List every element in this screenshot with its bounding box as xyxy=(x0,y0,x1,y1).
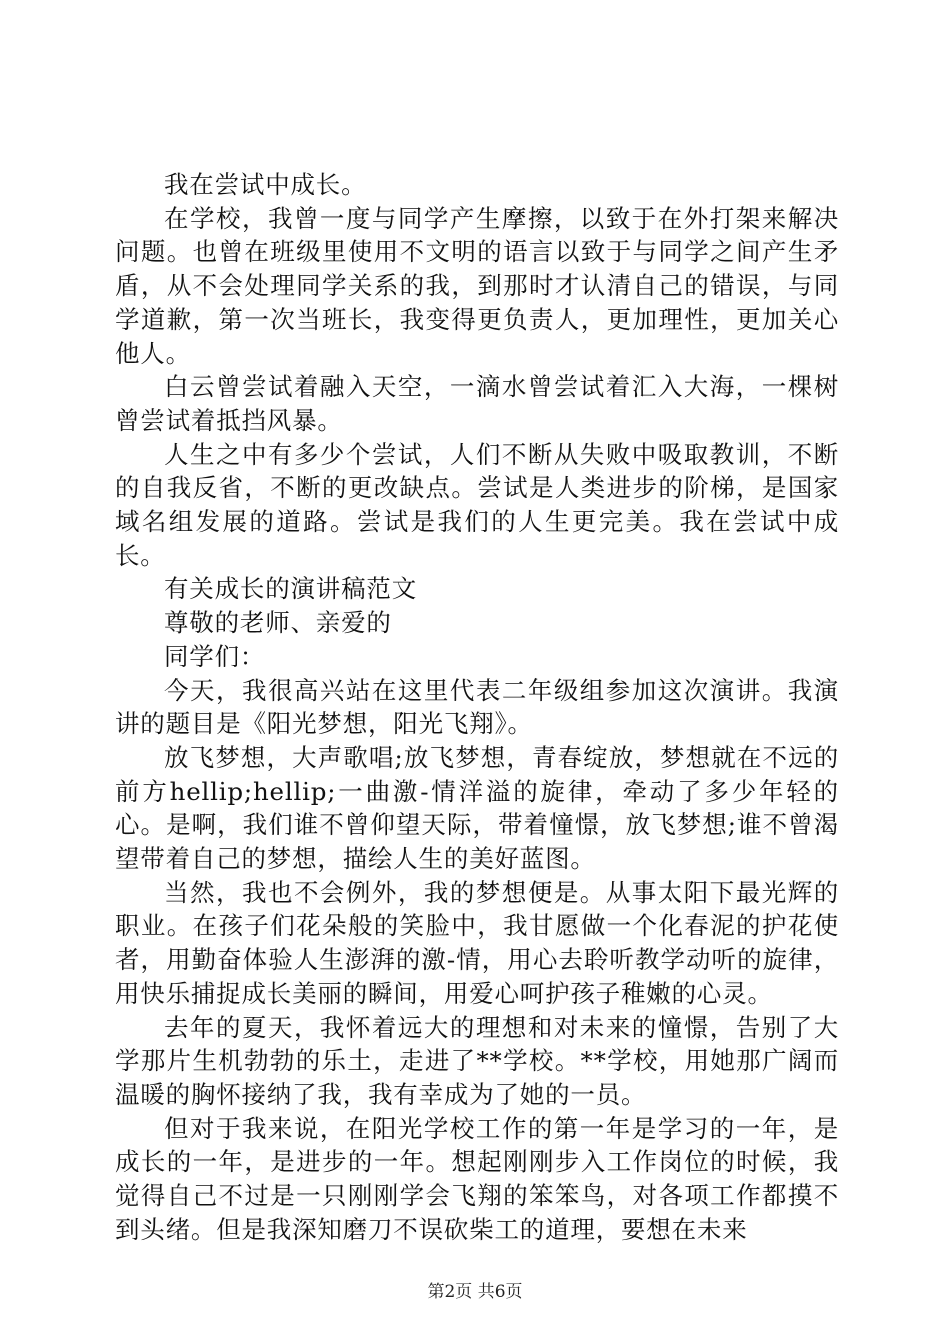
paragraph: 当然，我也不会例外，我的梦想便是。从事太阳下最光辉的职业。在孩子们花朵般的笑脸中，我甘愿做一个化春泥的护花使者，用勤奋体验人生澎湃的激-情，用心去聆听教学动听的旋律，用快乐捕捉成长美丽的瞬间，用爱心呵护孩子稚嫩的心灵。 xyxy=(115,877,839,1008)
paragraph: 白云曾尝试着融入天空，一滴水曾尝试着汇入大海，一棵树曾尝试着抵挡风暴。 xyxy=(115,372,839,435)
paragraph: 今天，我很高兴站在这里代表二年级组参加这次演讲。我演讲的题目是《阳光梦想，阳光飞翔》。 xyxy=(115,675,839,739)
page-number-footer: 第2页 共6页 xyxy=(427,1282,523,1302)
salutation-line: 同学们： xyxy=(164,641,266,671)
paragraph: 去年的夏天，我怀着远大的理想和对未来的憧憬，告别了大学那片生机勃勃的乐土，走进了**学校。**学校，用她那广阔而温暖的胸怀接纳了我，我有幸成为了她的一员。 xyxy=(115,1012,839,1109)
paragraph: 在学校，我曾一度与同学产生摩擦，以致于在外打架来解决问题。也曾在班级里使用不文明的语言以致于与同学之间产生矛盾，从不会处理同学关系的我，到那时才认清自己的错误，与同学道歉，第一次当班长，我变得更负责人，更加理性，更加关心他人。 xyxy=(115,203,839,368)
salutation-line: 尊敬的老师、亲爱的 xyxy=(164,608,392,638)
paragraph: 但对于我来说，在阳光学校工作的第一年是学习的一年，是成长的一年，是进步的一年。想起刚刚步入工作岗位的时候，我觉得自己不过是一只刚刚学会飞翔的笨笨鸟，对各项工作都摸不到头绪。但是我深知磨刀不误砍柴工的道理，要想在未来 xyxy=(115,1113,839,1244)
paragraph: 我在尝试中成长。 xyxy=(164,170,367,199)
paragraph: 放飞梦想，大声歌唱;放飞梦想，青春绽放，梦想就在不远的前方hellip;hellip;一曲激-情洋溢的旋律，牵动了多少年轻的心。是啊，我们谁不曾仰望天际，带着憧憬，放飞梦想;谁不曾渴望带着自己的梦想，描绘人生的美好蓝图。 xyxy=(115,742,839,874)
paragraph: 人生之中有多少个尝试，人们不断从失败中吸取教训，不断的自我反省，不断的更改缺点。尝试是人类进步的阶梯，是国家域名组发展的道路。尝试是我们的人生更完美。我在尝试中成长。 xyxy=(115,439,839,570)
section-heading: 有关成长的演讲稿范文 xyxy=(164,574,417,604)
document-body xyxy=(115,168,839,1247)
